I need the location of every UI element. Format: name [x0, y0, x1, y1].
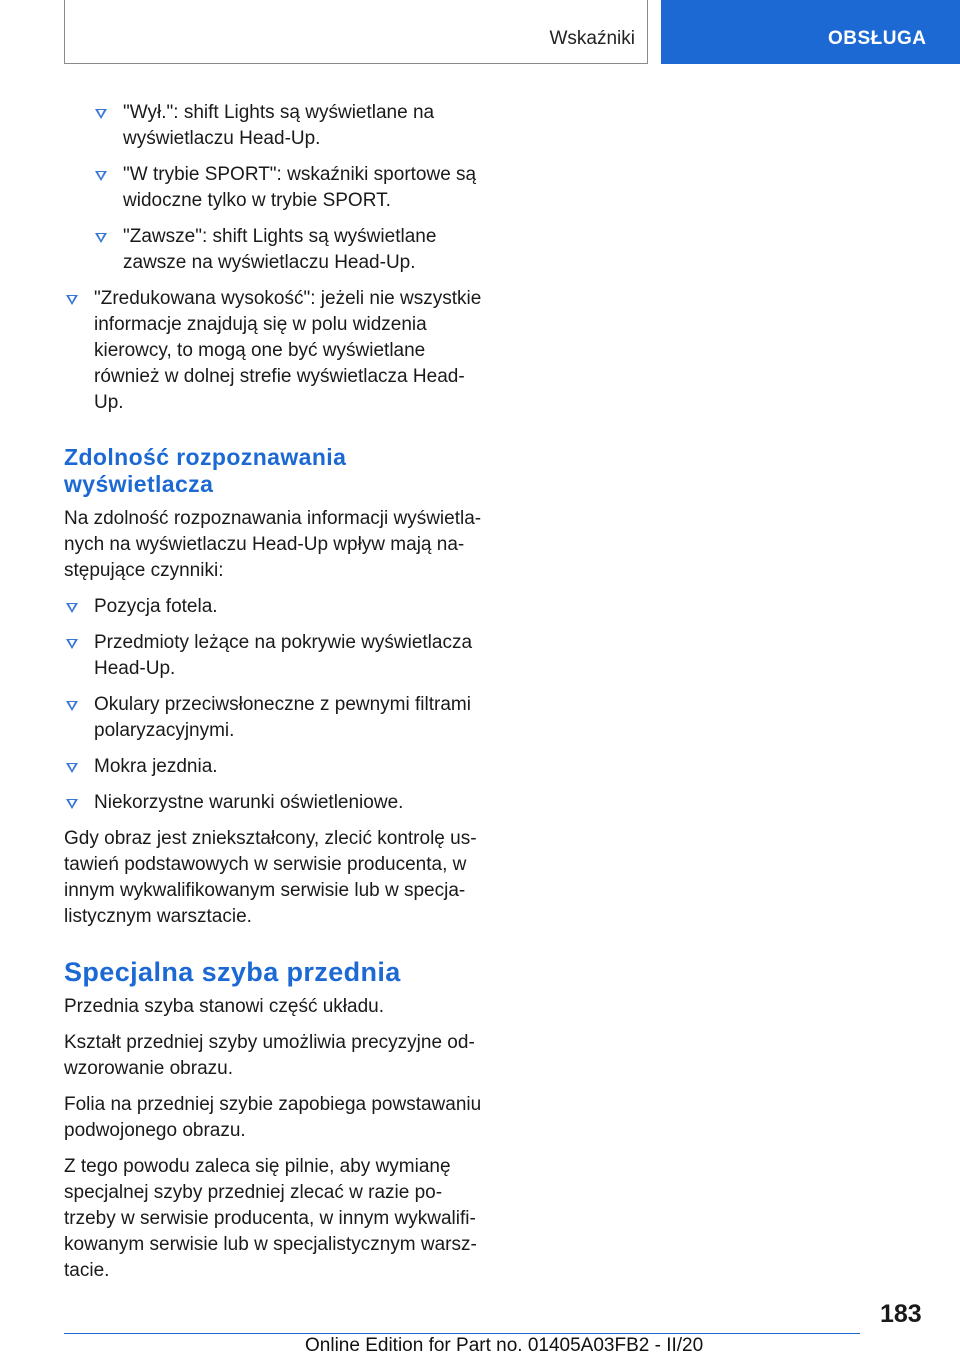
list-item: [64, 286, 484, 416]
list-item: [64, 790, 484, 816]
header-chapter-tab: [661, 0, 960, 64]
header-frame: [64, 0, 648, 64]
triangle-bullet-icon: [66, 701, 78, 711]
triangle-bullet-icon: [66, 295, 78, 305]
triangle-bullet-icon: [66, 639, 78, 649]
section-heading-windshield: Specjalna szyba przednia: [64, 957, 401, 987]
paragraph: Gdy obraz jest zniekształcony, zlecić kontrolę ustawień podstawowych w serwisie producenta, w innym wykwalifikowanym serwisie lub w specjalistycznym warsztacie.: [64, 828, 477, 927]
list-item-text: "W trybie SPORT": wskaźniki sportowe są widoczne tylko w trybie SPORT.: [123, 164, 477, 211]
paragraph: Z tego powodu zaleca się pilnie, aby wymianę specjalnej szyby przedniej zlecać w razie potrzeby w serwisie producenta, w innym wykwalifikowanym serwisie lub w specjalistycznym warsztacie.: [64, 1156, 477, 1281]
list-item: [93, 224, 484, 276]
list-item: [64, 630, 484, 682]
page-content: [64, 100, 484, 1294]
paragraph: Przednia szyba stanowi część układu.: [64, 996, 384, 1017]
list-item-text: "Zredukowana wysokość": jeżeli nie wszystkie informacje znajdują się w polu widzenia kierowcy, to mogą one być wyświetlane również w dolnej strefie wyświetlacza Head-Up.: [94, 288, 482, 413]
list-item: [64, 754, 484, 780]
list-item-text: Pozycja fotela.: [94, 596, 218, 617]
list-item-text: Okulary przeciwsłoneczne z pewnymi filtrami polaryzacyjnymi.: [94, 694, 471, 741]
triangle-bullet-icon: [66, 603, 78, 613]
footer-edition-text: Online Edition for Part no. 01405A03FB2 - II/20: [305, 1335, 704, 1356]
section-heading-display-recognition: Zdolność rozpoznawania wyświetlacza: [64, 444, 347, 497]
paragraph: Na zdolność rozpoznawania informacji wyświetlanych na wyświetlaczu Head-Up wpływ mają następujące czynniki:: [64, 508, 482, 581]
list-item: [93, 162, 484, 214]
triangle-bullet-icon: [95, 109, 107, 119]
footer-divider: [64, 1333, 860, 1334]
triangle-bullet-icon: [95, 233, 107, 243]
list-item: [64, 692, 484, 744]
triangle-bullet-icon: [95, 171, 107, 181]
triangle-bullet-icon: [66, 763, 78, 773]
list-item-text: "Wył.": shift Lights są wyświetlane na wyświetlaczu Head-Up.: [123, 102, 435, 149]
triangle-bullet-icon: [66, 799, 78, 809]
list-item: [64, 594, 484, 620]
paragraph: Folia na przedniej szybie zapobiega powstawaniu podwojonego obrazu.: [64, 1094, 482, 1141]
list-item-text: Niekorzystne warunki oświetleniowe.: [94, 792, 404, 813]
list-item-text: Mokra jezdnia.: [94, 756, 218, 777]
list-item-text: "Zawsze": shift Lights są wyświetlane zawsze na wyświetlaczu Head-Up.: [123, 226, 437, 273]
header-section-title: Wskaźniki: [549, 28, 635, 49]
list-item: [93, 100, 484, 152]
page-number: 183: [880, 1300, 922, 1328]
paragraph: Kształt przedniej szyby umożliwia precyzyjne odwzorowanie obrazu.: [64, 1032, 475, 1079]
list-item-text: Przedmioty leżące na pokrywie wyświetlacza Head-Up.: [94, 632, 473, 679]
header-chapter-label: OBSŁUGA: [828, 28, 927, 49]
